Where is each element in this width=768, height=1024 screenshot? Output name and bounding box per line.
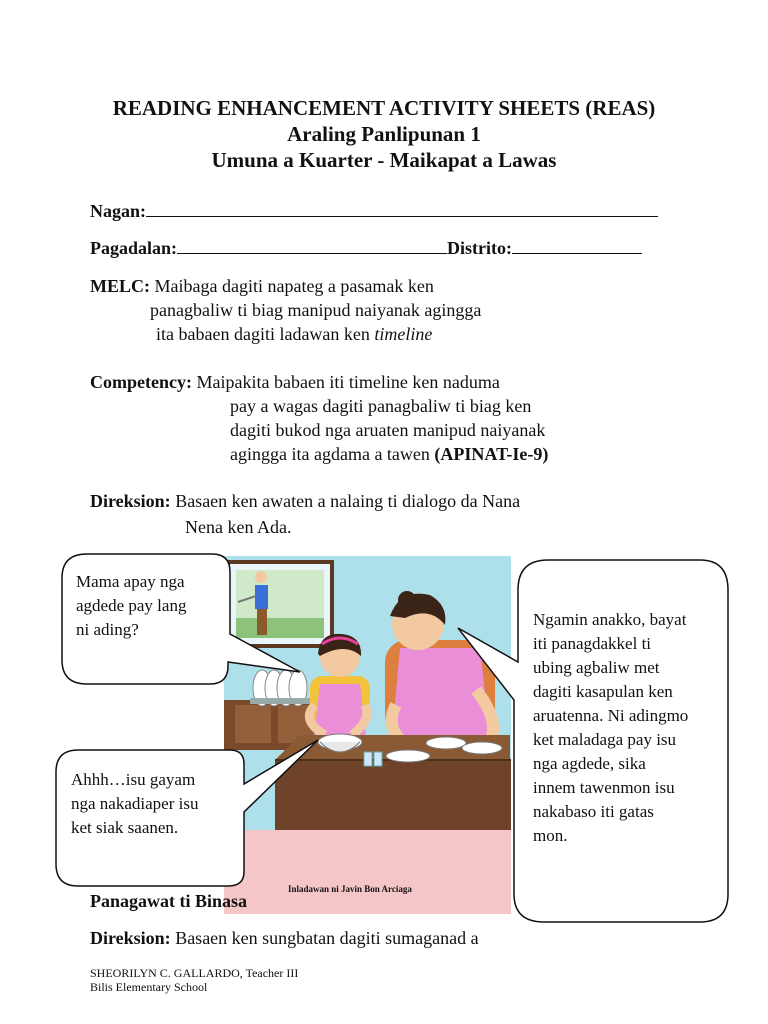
floor — [224, 830, 511, 914]
counter-side — [275, 760, 511, 830]
competency-code: (APINAT-Ie-9) — [434, 444, 549, 464]
direction-label-2: Direksion: — [90, 928, 171, 948]
footer-author: SHEORILYN C. GALLARDO, Teacher III — [90, 966, 299, 980]
father-head — [255, 571, 267, 583]
bubble-text-bottom-left — [71, 768, 198, 840]
competency-text-2: pay a wagas dagiti panagbaliw ti biag ken — [230, 396, 532, 416]
bubble-line: innem tawenmon isu — [533, 778, 675, 797]
bubble-line: Mama apay nga — [76, 572, 185, 591]
direction-line-2 — [90, 926, 479, 950]
subject-title: Araling Panlipunan 1 — [287, 122, 481, 146]
competency-text-1: Maipakita babaen iti timeline ken naduma — [196, 372, 500, 392]
grass — [236, 618, 324, 638]
plate — [462, 742, 502, 754]
melc-label: MELC: — [90, 276, 150, 296]
bubble-line: ni ading? — [76, 620, 139, 639]
bubble-line: nga nakadiaper isu — [71, 794, 199, 813]
section-title: Panagawat ti Binasa — [90, 891, 248, 911]
competency-text-4: agingga ita agdama a tawen — [230, 444, 435, 464]
bubble-line: mon. — [533, 826, 568, 845]
melc-timeline-word: timeline — [374, 324, 433, 344]
direction-label: Direksion: — [90, 491, 171, 511]
bubble-line: ubing agbaliw met — [533, 658, 660, 677]
competency-label: Competency: — [90, 372, 192, 392]
footer-school: Bilis Elementary School — [90, 980, 208, 994]
bubble-text-right — [533, 608, 688, 848]
dish-rack — [250, 670, 310, 706]
bubble-line: ket maladaga pay isu — [533, 730, 677, 749]
district-label: Distrito: — [447, 238, 512, 258]
name-label: Nagan: — [90, 201, 147, 221]
plate — [426, 737, 466, 749]
direction-text-2: Nena ken Ada. — [185, 517, 292, 537]
competency-text-3: dagiti bukod nga aruaten manipud naiyanak — [230, 420, 546, 440]
melc-text-1: Maibaga dagiti napateg a pasamak ken — [154, 276, 434, 296]
bubble-line: aruatenna. Ni adingmo — [533, 706, 689, 725]
direction-text-3: Basaen ken sungbatan dagiti sumaganad a — [175, 928, 479, 948]
father-pants — [257, 609, 267, 635]
bubble-line: agdede pay lang — [76, 596, 187, 615]
bubble-text-top-left — [76, 570, 186, 642]
bubble-line: iti panagdakkel ti — [533, 634, 652, 653]
plate — [386, 750, 430, 762]
sheet-title: READING ENHANCEMENT ACTIVITY SHEETS (REAS) — [112, 96, 656, 120]
illustration-credit: Inladawan ni Javin Bon Arciaga — [288, 884, 412, 894]
quarter-title: Umuna a Kuarter - Maikapat a Lawas — [211, 148, 557, 172]
glass — [364, 752, 372, 766]
bubble-line: Ngamin anakko, bayat — [533, 610, 687, 629]
bubble-line: Ahhh…isu gayam — [71, 770, 196, 789]
direction-text-1: Basaen ken awaten a nalaing ti dialogo da Nana — [175, 491, 521, 511]
bubble-line: ket siak saanen. — [71, 818, 179, 837]
melc-text-3: ita babaen dagiti ladawan ken — [156, 324, 375, 344]
bubble-line: nakabaso iti gatas — [533, 802, 654, 821]
father-shirt — [255, 585, 268, 609]
school-label: Pagadalan: — [90, 238, 178, 258]
glass — [374, 752, 382, 766]
bubble-line: nga agdede, sika — [533, 754, 646, 773]
bubble-line: dagiti kasapulan ken — [533, 682, 673, 701]
melc-text-2: panagbaliw ti biag manipud naiyanak agingga — [150, 300, 482, 320]
